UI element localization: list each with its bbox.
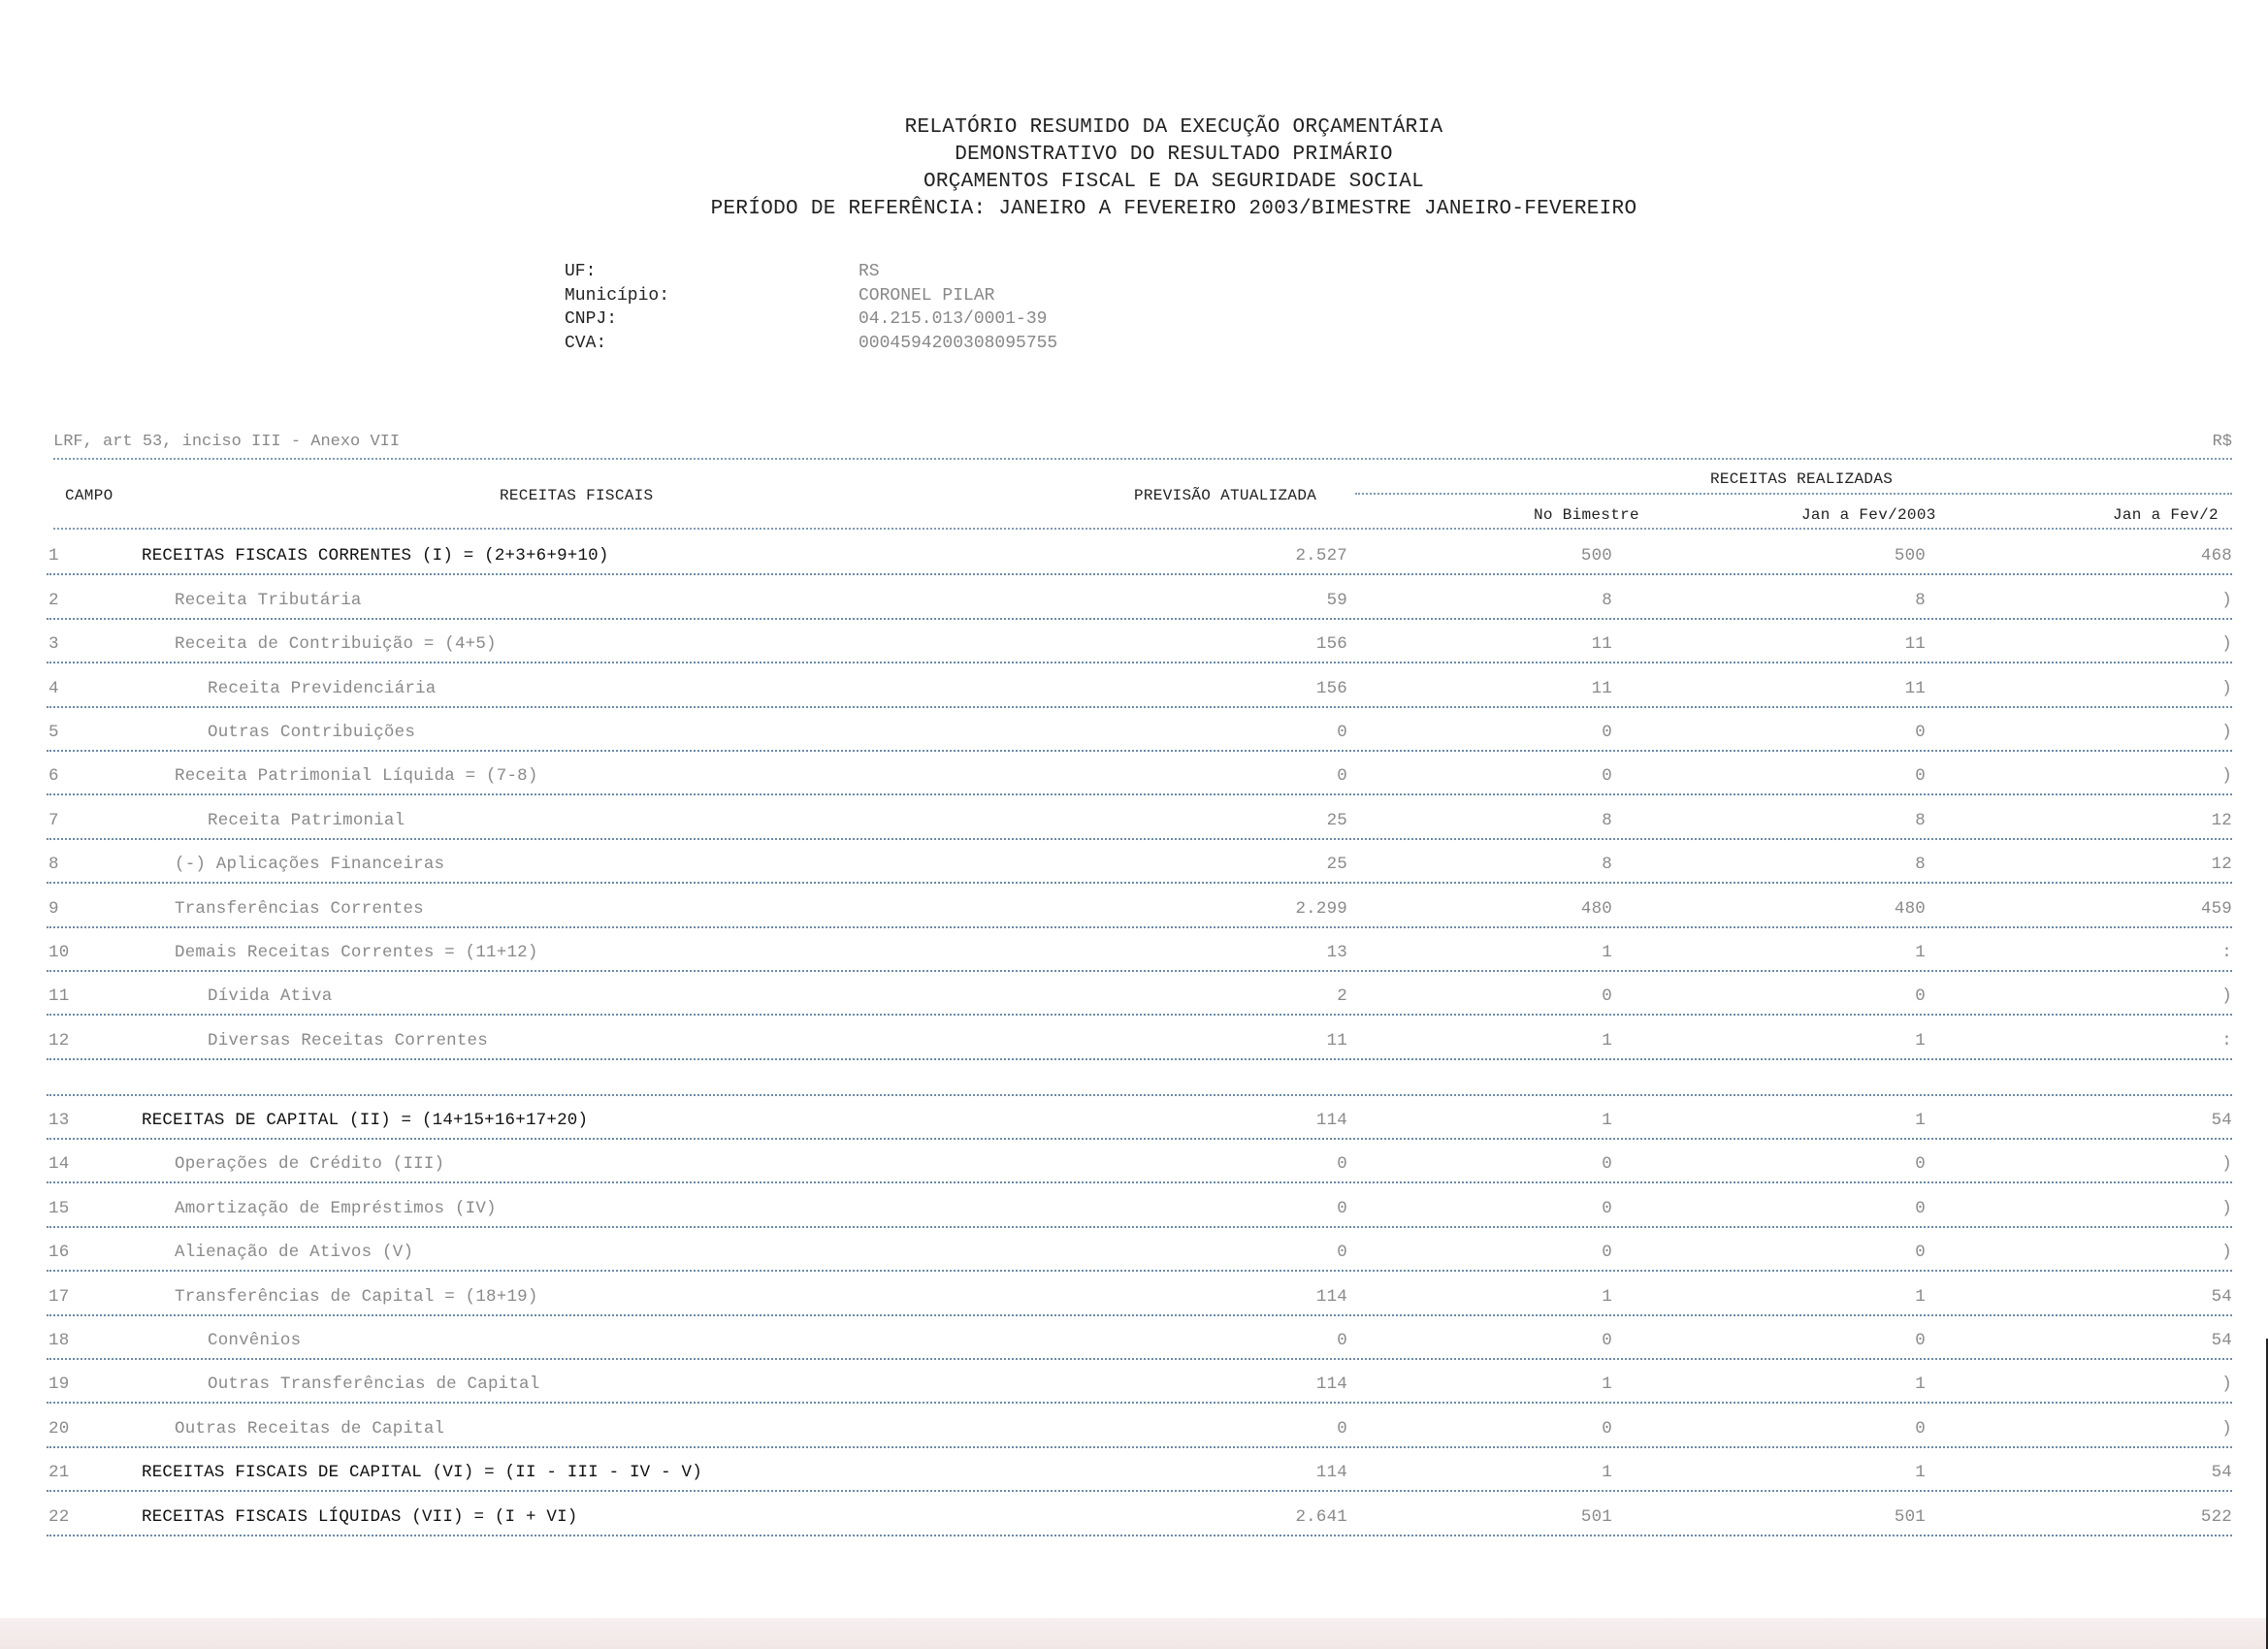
id-value: 04.215.013/0001-39 <box>859 309 1048 329</box>
previsao-cell: 2.299 <box>1295 898 1347 919</box>
title-line-1: RELATÓRIO RESUMIDO DA EXECUÇÃO ORÇAMENTÁRIA <box>904 116 1443 139</box>
jan-fev-previous-cell: ( <box>2221 590 2232 610</box>
jan-fev-2003-cell: 1 <box>1915 1111 1926 1131</box>
description-cell: Outras Receitas de Capital <box>175 1418 445 1439</box>
jan-fev-previous-cell: 54 <box>2211 1463 2232 1483</box>
table-row <box>47 1360 2232 1404</box>
campo-cell: 9 <box>49 898 59 919</box>
description-cell: RECEITAS FISCAIS LÍQUIDAS (VII) = (I + VI) <box>142 1506 578 1527</box>
description-cell: Transferências de Capital = (18+19) <box>175 1286 538 1307</box>
id-row-cnpj <box>565 307 1057 332</box>
jan-fev-previous-cell: 54 <box>2211 1111 2232 1131</box>
jan-fev-2003-cell: 1 <box>1915 1374 1926 1395</box>
no-bimestre-cell: 1 <box>1602 1286 1612 1307</box>
jan-fev-previous-cell: ( <box>2221 678 2232 698</box>
campo-cell: 1 <box>49 546 59 566</box>
description-cell: Alienação de Ativos (V) <box>175 1243 414 1263</box>
campo-cell: 7 <box>49 810 59 830</box>
jan-fev-2003-cell: 0 <box>1915 1154 1926 1175</box>
jan-fev-2003-cell: 1 <box>1915 942 1926 962</box>
table-row <box>47 620 2232 663</box>
previsao-cell: 0 <box>1337 1154 1347 1175</box>
report-title <box>0 114 2268 223</box>
jan-fev-previous-cell: 54 <box>2211 1331 2232 1351</box>
jan-fev-previous-cell: ( <box>2221 1154 2232 1175</box>
description-cell: (-) Aplicações Financeiras <box>175 855 445 875</box>
no-bimestre-cell: 0 <box>1602 766 1612 787</box>
campo-cell: 10 <box>49 942 70 962</box>
reference-line <box>53 433 2232 460</box>
jan-fev-2003-cell: 1 <box>1915 1286 1926 1307</box>
previsao-cell: 0 <box>1337 1243 1347 1263</box>
no-bimestre-cell: 8 <box>1602 590 1612 610</box>
no-bimestre-cell: 0 <box>1602 1198 1612 1218</box>
description-cell: Outras Contribuições <box>208 722 416 742</box>
jan-fev-previous-cell: 522 <box>2200 1506 2232 1527</box>
previsao-cell: 59 <box>1326 590 1347 610</box>
previsao-cell: 13 <box>1326 942 1347 962</box>
campo-cell: 14 <box>49 1154 70 1175</box>
jan-fev-previous-cell: 12 <box>2211 855 2232 875</box>
campo-cell: 20 <box>49 1418 70 1439</box>
jan-fev-previous-cell: ( <box>2221 986 2232 1007</box>
id-label: CNPJ: <box>565 309 618 329</box>
no-bimestre-cell: 500 <box>1580 546 1612 566</box>
no-bimestre-cell: 1 <box>1602 1463 1612 1483</box>
description-cell: Transferências Correntes <box>175 898 424 919</box>
id-label: UF: <box>565 262 597 281</box>
jan-fev-previous-cell: : <box>2221 1030 2232 1051</box>
scan-bottom-edge <box>0 1618 2268 1649</box>
description-cell: Receita Previdenciária <box>208 678 437 698</box>
campo-cell: 18 <box>49 1331 70 1351</box>
previsao-cell: 0 <box>1337 722 1347 742</box>
jan-fev-2003-cell: 501 <box>1894 1506 1926 1527</box>
header-jan-fev-previous: Jan a Fev/2 <box>2113 506 2219 524</box>
table-row <box>47 840 2232 884</box>
jan-fev-previous-cell: 54 <box>2211 1286 2232 1307</box>
jan-fev-previous-cell: 12 <box>2211 810 2232 830</box>
campo-cell: 13 <box>49 1111 70 1131</box>
jan-fev-previous-cell: ( <box>2221 1198 2232 1218</box>
description-cell: RECEITAS FISCAIS CORRENTES (I) = (2+3+6+9+10) <box>142 546 609 566</box>
description-cell: RECEITAS DE CAPITAL (II) = (14+15+16+17+20) <box>142 1111 589 1131</box>
no-bimestre-cell: 0 <box>1602 722 1612 742</box>
previsao-cell: 11 <box>1326 1030 1347 1051</box>
description-cell: Amortização de Empréstimos (IV) <box>175 1198 497 1218</box>
table-row <box>47 708 2232 752</box>
currency-label: R$ <box>2212 433 2232 451</box>
no-bimestre-cell: 1 <box>1602 942 1612 962</box>
jan-fev-previous-cell: 459 <box>2200 898 2232 919</box>
jan-fev-previous-cell: ( <box>2221 634 2232 655</box>
campo-cell: 15 <box>49 1198 70 1218</box>
campo-cell: 4 <box>49 678 59 698</box>
campo-cell: 3 <box>49 634 59 655</box>
jan-fev-2003-cell: 0 <box>1915 1243 1926 1263</box>
previsao-cell: 114 <box>1315 1286 1347 1307</box>
campo-cell: 8 <box>49 855 59 875</box>
previsao-cell: 2.527 <box>1295 546 1347 566</box>
jan-fev-2003-cell: 0 <box>1915 1198 1926 1218</box>
jan-fev-2003-cell: 1 <box>1915 1030 1926 1051</box>
previsao-cell: 156 <box>1315 678 1347 698</box>
no-bimestre-cell: 501 <box>1580 1506 1612 1527</box>
description-cell: Operações de Crédito (III) <box>175 1154 445 1175</box>
description-cell: Receita de Contribuição = (4+5) <box>175 634 497 655</box>
receitas-table <box>47 532 2232 1536</box>
header-bottom-divider <box>53 528 2232 530</box>
previsao-cell: 2 <box>1337 986 1347 1007</box>
description-cell: Convênios <box>208 1331 302 1351</box>
table-row <box>47 575 2232 619</box>
jan-fev-previous-cell: 468 <box>2200 546 2232 566</box>
id-row-municipio <box>565 284 1057 308</box>
campo-cell: 5 <box>49 722 59 742</box>
previsao-cell: 25 <box>1326 810 1347 830</box>
jan-fev-previous-cell: ( <box>2221 766 2232 787</box>
table-row <box>47 884 2232 927</box>
campo-cell: 17 <box>49 1286 70 1307</box>
table-row <box>47 1183 2232 1227</box>
id-value: CORONEL PILAR <box>859 285 995 306</box>
jan-fev-2003-cell: 8 <box>1915 855 1926 875</box>
header-receitas-realizadas: RECEITAS REALIZADAS <box>1710 470 1894 488</box>
jan-fev-2003-cell: 0 <box>1915 1418 1926 1439</box>
id-label: Município: <box>565 285 670 306</box>
title-line-3: ORÇAMENTOS FISCAL E DA SEGURIDADE SOCIAL <box>923 171 1425 193</box>
description-cell: Outras Transferências de Capital <box>208 1374 540 1395</box>
header-divider <box>1355 493 2232 495</box>
table-row <box>47 1228 2232 1272</box>
no-bimestre-cell: 0 <box>1602 1331 1612 1351</box>
jan-fev-2003-cell: 8 <box>1915 810 1926 830</box>
jan-fev-2003-cell: 11 <box>1904 634 1926 655</box>
header-previsao-atualizada: PREVISÃO ATUALIZADA <box>1134 487 1317 504</box>
id-value: 0004594200308095755 <box>859 333 1058 353</box>
campo-cell: 16 <box>49 1243 70 1263</box>
description-cell: Receita Patrimonial Líquida = (7-8) <box>175 766 538 787</box>
table-row <box>47 1448 2232 1492</box>
table-row <box>47 1492 2232 1536</box>
jan-fev-2003-cell: 8 <box>1915 590 1926 610</box>
description-cell: Dívida Ativa <box>208 986 333 1007</box>
jan-fev-2003-cell: 1 <box>1915 1463 1926 1483</box>
description-cell: RECEITAS FISCAIS DE CAPITAL (VI) = (II - III - IV - V) <box>142 1463 702 1483</box>
description-cell: Diversas Receitas Correntes <box>208 1030 488 1051</box>
header-no-bimestre: No Bimestre <box>1534 506 1639 524</box>
table-row <box>47 532 2232 575</box>
jan-fev-previous-cell: ( <box>2221 1418 2232 1439</box>
id-label: CVA: <box>565 333 607 353</box>
description-cell: Receita Tributária <box>175 590 362 610</box>
table-row <box>47 1016 2232 1059</box>
id-row-uf <box>565 260 1057 284</box>
table-row <box>47 663 2232 707</box>
reference-text: LRF, art 53, inciso III - Anexo VII <box>53 433 401 451</box>
campo-cell: 21 <box>49 1463 70 1483</box>
jan-fev-previous-cell: ( <box>2221 1374 2232 1395</box>
previsao-cell: 0 <box>1337 1331 1347 1351</box>
jan-fev-previous-cell: : <box>2221 942 2232 962</box>
jan-fev-previous-cell: ( <box>2221 722 2232 742</box>
jan-fev-previous-cell: ( <box>2221 1243 2232 1263</box>
table-spacer-row <box>47 1060 2232 1096</box>
campo-cell: 22 <box>49 1506 70 1527</box>
no-bimestre-cell: 0 <box>1602 1154 1612 1175</box>
jan-fev-2003-cell: 0 <box>1915 986 1926 1007</box>
campo-cell: 6 <box>49 766 59 787</box>
header-receitas-fiscais: RECEITAS FISCAIS <box>500 487 654 504</box>
previsao-cell: 114 <box>1315 1374 1347 1395</box>
previsao-cell: 114 <box>1315 1111 1347 1131</box>
table-row <box>47 1140 2232 1183</box>
description-cell: Receita Patrimonial <box>208 810 405 830</box>
jan-fev-2003-cell: 11 <box>1904 678 1926 698</box>
jan-fev-2003-cell: 0 <box>1915 1331 1926 1351</box>
previsao-cell: 156 <box>1315 634 1347 655</box>
header-campo: CAMPO <box>65 487 113 504</box>
title-line-4: PERÍODO DE REFERÊNCIA: JANEIRO A FEVEREIRO 2003/BIMESTRE JANEIRO-FEVEREIRO <box>710 198 1637 220</box>
description-cell: Demais Receitas Correntes = (11+12) <box>175 942 538 962</box>
jan-fev-2003-cell: 480 <box>1894 898 1926 919</box>
table-row <box>47 1096 2232 1140</box>
id-value: RS <box>859 262 880 281</box>
identification-block <box>565 260 1057 355</box>
previsao-cell: 25 <box>1326 855 1347 875</box>
previsao-cell: 0 <box>1337 766 1347 787</box>
no-bimestre-cell: 8 <box>1602 855 1612 875</box>
jan-fev-2003-cell: 0 <box>1915 766 1926 787</box>
previsao-cell: 0 <box>1337 1418 1347 1439</box>
table-row <box>47 752 2232 795</box>
table-row <box>47 1404 2232 1447</box>
id-row-cva <box>565 332 1057 356</box>
campo-cell: 2 <box>49 590 59 610</box>
previsao-cell: 114 <box>1315 1463 1347 1483</box>
title-line-2: DEMONSTRATIVO DO RESULTADO PRIMÁRIO <box>955 144 1393 166</box>
table-row <box>47 928 2232 972</box>
no-bimestre-cell: 0 <box>1602 1418 1612 1439</box>
jan-fev-2003-cell: 500 <box>1894 546 1926 566</box>
table-row <box>47 1316 2232 1360</box>
no-bimestre-cell: 480 <box>1580 898 1612 919</box>
no-bimestre-cell: 1 <box>1602 1030 1612 1051</box>
no-bimestre-cell: 11 <box>1591 678 1612 698</box>
no-bimestre-cell: 0 <box>1602 986 1612 1007</box>
header-jan-fev-2003: Jan a Fev/2003 <box>1801 506 1936 524</box>
jan-fev-2003-cell: 0 <box>1915 722 1926 742</box>
campo-cell: 19 <box>49 1374 70 1395</box>
table-row <box>47 972 2232 1016</box>
previsao-cell: 0 <box>1337 1198 1347 1218</box>
no-bimestre-cell: 11 <box>1591 634 1612 655</box>
campo-cell: 11 <box>49 986 70 1007</box>
table-row <box>47 1272 2232 1315</box>
no-bimestre-cell: 1 <box>1602 1374 1612 1395</box>
campo-cell: 12 <box>49 1030 70 1051</box>
no-bimestre-cell: 0 <box>1602 1243 1612 1263</box>
table-row <box>47 795 2232 839</box>
no-bimestre-cell: 1 <box>1602 1111 1612 1131</box>
no-bimestre-cell: 8 <box>1602 810 1612 830</box>
previsao-cell: 2.641 <box>1295 1506 1347 1527</box>
